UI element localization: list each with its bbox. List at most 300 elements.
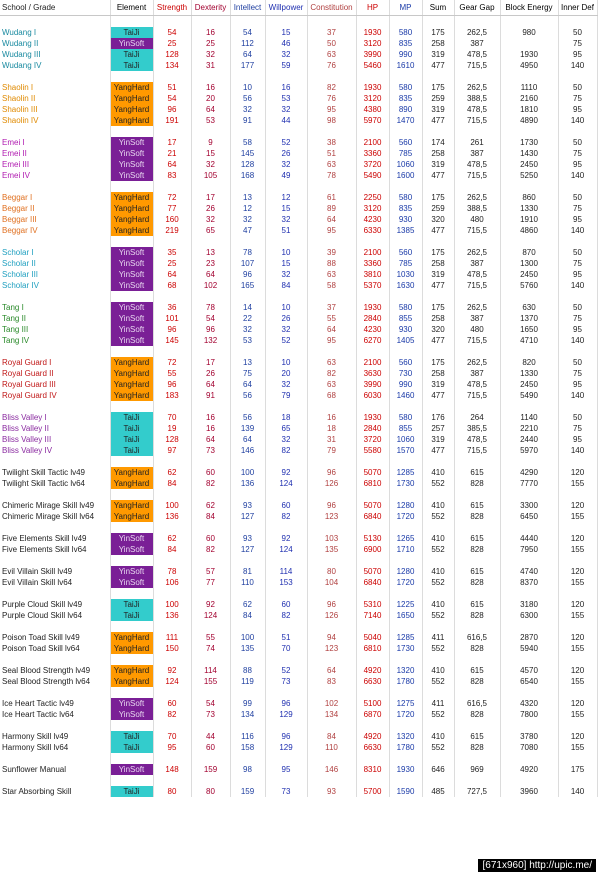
- block-energy-cell: 1330: [500, 203, 558, 214]
- gear-gap-cell: 969: [454, 764, 500, 775]
- inner-def-cell: 95: [558, 434, 597, 445]
- school-grade-cell: Royal Guard I: [0, 357, 110, 368]
- willpower-cell: 82: [265, 445, 307, 456]
- spacer-row: [0, 291, 597, 302]
- sum-cell: 319: [422, 269, 454, 280]
- spacer-row: [0, 16, 597, 28]
- mp-cell: 1720: [389, 709, 422, 720]
- intellect-cell: 32: [230, 104, 265, 115]
- element-cell: YinSoft: [110, 148, 153, 159]
- intellect-cell: 14: [230, 302, 265, 313]
- block-energy-cell: 6450: [500, 511, 558, 522]
- element-cell: YangHard: [110, 643, 153, 654]
- willpower-cell: 114: [265, 566, 307, 577]
- spacer-row: [0, 236, 597, 247]
- intellect-cell: 53: [230, 335, 265, 346]
- gear-gap-cell: 262,5: [454, 357, 500, 368]
- hp-cell: 4230: [356, 214, 389, 225]
- constitution-cell: 96: [307, 467, 356, 478]
- element-cell: TaiJi: [110, 731, 153, 742]
- mp-cell: 990: [389, 379, 422, 390]
- willpower-cell: 32: [265, 434, 307, 445]
- spacer-row: [0, 522, 597, 533]
- strength-cell: 25: [153, 38, 191, 49]
- intellect-cell: 78: [230, 247, 265, 258]
- strength-cell: 219: [153, 225, 191, 236]
- element-cell: TaiJi: [110, 423, 153, 434]
- hp-cell: 5070: [356, 566, 389, 577]
- inner-def-cell: 50: [558, 137, 597, 148]
- inner-def-cell: 140: [558, 786, 597, 797]
- strength-cell: 96: [153, 104, 191, 115]
- strength-cell: 92: [153, 665, 191, 676]
- block-energy-cell: 1430: [500, 148, 558, 159]
- gear-gap-cell: 387: [454, 148, 500, 159]
- school-grade-cell: Twilight Skill Tactic lv49: [0, 467, 110, 478]
- spacer-row: [0, 588, 597, 599]
- sum-cell: 552: [422, 511, 454, 522]
- dexterity-cell: 23: [191, 258, 230, 269]
- hp-cell: 3630: [356, 368, 389, 379]
- strength-cell: 183: [153, 390, 191, 401]
- table-row: [0, 192, 597, 203]
- spacer-row: [0, 687, 597, 698]
- table-row: [0, 511, 597, 522]
- sum-cell: 410: [422, 533, 454, 544]
- inner-def-cell: 75: [558, 93, 597, 104]
- intellect-cell: 47: [230, 225, 265, 236]
- inner-def-cell: 155: [558, 709, 597, 720]
- gear-gap-cell: 262,5: [454, 82, 500, 93]
- table-row: [0, 214, 597, 225]
- element-cell: YangHard: [110, 632, 153, 643]
- gear-gap-cell: 387: [454, 38, 500, 49]
- willpower-cell: 92: [265, 533, 307, 544]
- spacer-row: [0, 401, 597, 412]
- dexterity-cell: 132: [191, 335, 230, 346]
- sum-cell: 477: [422, 170, 454, 181]
- willpower-cell: 26: [265, 148, 307, 159]
- table-row: [0, 269, 597, 280]
- mp-cell: 1780: [389, 676, 422, 687]
- strength-cell: 51: [153, 82, 191, 93]
- table-row: [0, 60, 597, 71]
- school-grade-cell: Shaolin IV: [0, 115, 110, 126]
- dexterity-cell: 96: [191, 324, 230, 335]
- dexterity-cell: 60: [191, 467, 230, 478]
- school-grade-cell: Wudang II: [0, 38, 110, 49]
- table-row: [0, 423, 597, 434]
- constitution-cell: 38: [307, 137, 356, 148]
- block-energy-cell: 3300: [500, 500, 558, 511]
- sum-cell: 552: [422, 742, 454, 753]
- block-energy-cell: 870: [500, 247, 558, 258]
- constitution-cell: 37: [307, 27, 356, 38]
- block-energy-cell: 4860: [500, 225, 558, 236]
- table-row: [0, 500, 597, 511]
- strength-cell: 54: [153, 93, 191, 104]
- school-grade-cell: Evil Villain Skill lv64: [0, 577, 110, 588]
- sum-cell: 410: [422, 566, 454, 577]
- willpower-cell: 84: [265, 280, 307, 291]
- table-row: [0, 313, 597, 324]
- sum-cell: 646: [422, 764, 454, 775]
- mp-cell: 1280: [389, 566, 422, 577]
- school-grade-cell: Evil Villain Skill lv49: [0, 566, 110, 577]
- gear-gap-cell: 715,5: [454, 60, 500, 71]
- sum-cell: 319: [422, 104, 454, 115]
- school-grade-cell: Poison Toad Skill lv64: [0, 643, 110, 654]
- intellect-cell: 88: [230, 665, 265, 676]
- school-grade-cell: Seal Blood Strength lv49: [0, 665, 110, 676]
- table-row: [0, 544, 597, 555]
- hp-cell: 5580: [356, 445, 389, 456]
- intellect-cell: 119: [230, 676, 265, 687]
- dexterity-cell: 13: [191, 247, 230, 258]
- block-energy-cell: 4890: [500, 115, 558, 126]
- inner-def-cell: 155: [558, 742, 597, 753]
- column-header: Intellect: [230, 0, 265, 16]
- strength-cell: 84: [153, 544, 191, 555]
- mp-cell: 1320: [389, 731, 422, 742]
- block-energy-cell: 1730: [500, 137, 558, 148]
- hp-cell: 5490: [356, 170, 389, 181]
- constitution-cell: 95: [307, 335, 356, 346]
- table-row: [0, 599, 597, 610]
- sum-cell: 319: [422, 434, 454, 445]
- spacer-row: [0, 456, 597, 467]
- intellect-cell: 146: [230, 445, 265, 456]
- hp-cell: 1930: [356, 412, 389, 423]
- spacer-row: [0, 181, 597, 192]
- mp-cell: 1225: [389, 599, 422, 610]
- mp-cell: 1780: [389, 742, 422, 753]
- willpower-cell: 65: [265, 423, 307, 434]
- sum-cell: 552: [422, 676, 454, 687]
- strength-cell: 160: [153, 214, 191, 225]
- strength-cell: 60: [153, 698, 191, 709]
- gear-gap-cell: 828: [454, 610, 500, 621]
- strength-cell: 78: [153, 566, 191, 577]
- element-cell: YinSoft: [110, 170, 153, 181]
- willpower-cell: 12: [265, 192, 307, 203]
- strength-cell: 100: [153, 599, 191, 610]
- dexterity-cell: 62: [191, 500, 230, 511]
- intellect-cell: 64: [230, 49, 265, 60]
- inner-def-cell: 140: [558, 335, 597, 346]
- element-cell: TaiJi: [110, 445, 153, 456]
- sum-cell: 552: [422, 709, 454, 720]
- dexterity-cell: 54: [191, 698, 230, 709]
- sum-cell: 477: [422, 280, 454, 291]
- sum-cell: 175: [422, 82, 454, 93]
- constitution-cell: 63: [307, 269, 356, 280]
- mp-cell: 1320: [389, 665, 422, 676]
- dexterity-cell: 65: [191, 225, 230, 236]
- school-grade-cell: Harmony Skill lv64: [0, 742, 110, 753]
- school-grade-cell: Ice Heart Tactic lv49: [0, 698, 110, 709]
- strength-cell: 80: [153, 786, 191, 797]
- hp-cell: 5100: [356, 698, 389, 709]
- element-cell: YangHard: [110, 82, 153, 93]
- mp-cell: 1600: [389, 170, 422, 181]
- element-cell: YinSoft: [110, 302, 153, 313]
- sum-cell: 477: [422, 225, 454, 236]
- intellect-cell: 100: [230, 632, 265, 643]
- willpower-cell: 129: [265, 709, 307, 720]
- gear-gap-cell: 715,5: [454, 335, 500, 346]
- constitution-cell: 39: [307, 247, 356, 258]
- gear-gap-cell: 387: [454, 368, 500, 379]
- school-grade-cell: Bliss Valley III: [0, 434, 110, 445]
- intellect-cell: 62: [230, 599, 265, 610]
- inner-def-cell: 140: [558, 445, 597, 456]
- mp-cell: 930: [389, 214, 422, 225]
- hp-cell: 1930: [356, 82, 389, 93]
- dexterity-cell: 64: [191, 269, 230, 280]
- school-grade-cell: Star Absorbing Skill: [0, 786, 110, 797]
- hp-cell: 5460: [356, 60, 389, 71]
- willpower-cell: 18: [265, 412, 307, 423]
- inner-def-cell: 120: [558, 500, 597, 511]
- inner-def-cell: 50: [558, 412, 597, 423]
- block-energy-cell: 5760: [500, 280, 558, 291]
- inner-def-cell: 50: [558, 27, 597, 38]
- element-cell: YinSoft: [110, 324, 153, 335]
- block-energy-cell: 820: [500, 357, 558, 368]
- hp-cell: 4380: [356, 104, 389, 115]
- spacer-row: [0, 555, 597, 566]
- strength-cell: 124: [153, 676, 191, 687]
- gear-gap-cell: 478,5: [454, 379, 500, 390]
- willpower-cell: 15: [265, 203, 307, 214]
- table-row: [0, 148, 597, 159]
- mp-cell: 835: [389, 203, 422, 214]
- constitution-cell: 126: [307, 610, 356, 621]
- gear-gap-cell: 615: [454, 599, 500, 610]
- inner-def-cell: 95: [558, 104, 597, 115]
- willpower-cell: 32: [265, 269, 307, 280]
- willpower-cell: 96: [265, 731, 307, 742]
- table-row: [0, 786, 597, 797]
- intellect-cell: 10: [230, 82, 265, 93]
- constitution-cell: 76: [307, 60, 356, 71]
- constitution-cell: 83: [307, 676, 356, 687]
- inner-def-cell: 50: [558, 357, 597, 368]
- mp-cell: 1630: [389, 280, 422, 291]
- inner-def-cell: 75: [558, 423, 597, 434]
- element-cell: TaiJi: [110, 610, 153, 621]
- gear-gap-cell: 828: [454, 709, 500, 720]
- school-grade-cell: Scholar I: [0, 247, 110, 258]
- table-row: [0, 665, 597, 676]
- hp-cell: 6630: [356, 676, 389, 687]
- constitution-cell: 123: [307, 511, 356, 522]
- intellect-cell: 54: [230, 27, 265, 38]
- willpower-cell: 124: [265, 478, 307, 489]
- table-row: [0, 38, 597, 49]
- column-header: Strength: [153, 0, 191, 16]
- intellect-cell: 145: [230, 148, 265, 159]
- column-header: Gear Gap: [454, 0, 500, 16]
- strength-cell: 62: [153, 533, 191, 544]
- inner-def-cell: 140: [558, 225, 597, 236]
- intellect-cell: 84: [230, 610, 265, 621]
- mp-cell: 1285: [389, 467, 422, 478]
- table-row: [0, 698, 597, 709]
- gear-gap-cell: 615: [454, 533, 500, 544]
- dexterity-cell: 17: [191, 357, 230, 368]
- block-energy-cell: 2160: [500, 93, 558, 104]
- inner-def-cell: 155: [558, 643, 597, 654]
- inner-def-cell: 175: [558, 764, 597, 775]
- dexterity-cell: 16: [191, 82, 230, 93]
- school-grade-cell: Five Elements Skill lv49: [0, 533, 110, 544]
- school-grade-cell: Scholar III: [0, 269, 110, 280]
- strength-cell: 64: [153, 159, 191, 170]
- intellect-cell: 56: [230, 390, 265, 401]
- element-cell: YinSoft: [110, 247, 153, 258]
- school-grade-cell: Shaolin II: [0, 93, 110, 104]
- willpower-cell: 32: [265, 379, 307, 390]
- intellect-cell: 93: [230, 500, 265, 511]
- strength-cell: 136: [153, 610, 191, 621]
- hp-cell: 5310: [356, 599, 389, 610]
- table-row: [0, 709, 597, 720]
- block-energy-cell: 4320: [500, 698, 558, 709]
- willpower-cell: 26: [265, 313, 307, 324]
- inner-def-cell: 120: [558, 632, 597, 643]
- gear-gap-cell: 615: [454, 467, 500, 478]
- hp-cell: 4920: [356, 665, 389, 676]
- dexterity-cell: 54: [191, 313, 230, 324]
- mp-cell: 580: [389, 82, 422, 93]
- element-cell: YinSoft: [110, 698, 153, 709]
- table-row: [0, 379, 597, 390]
- block-energy-cell: [500, 38, 558, 49]
- gear-gap-cell: 828: [454, 511, 500, 522]
- table-row: [0, 676, 597, 687]
- constitution-cell: 79: [307, 445, 356, 456]
- dexterity-cell: 60: [191, 533, 230, 544]
- hp-cell: 6870: [356, 709, 389, 720]
- intellect-cell: 107: [230, 258, 265, 269]
- sum-cell: 552: [422, 577, 454, 588]
- table-row: [0, 258, 597, 269]
- gear-gap-cell: 615: [454, 665, 500, 676]
- school-grade-cell: Beggar IV: [0, 225, 110, 236]
- intellect-cell: 13: [230, 192, 265, 203]
- table-row: [0, 225, 597, 236]
- dexterity-cell: 77: [191, 577, 230, 588]
- willpower-cell: 32: [265, 104, 307, 115]
- strength-cell: 97: [153, 445, 191, 456]
- element-cell: YangHard: [110, 665, 153, 676]
- mp-cell: 1460: [389, 390, 422, 401]
- school-grade-cell: Emei I: [0, 137, 110, 148]
- dexterity-cell: 124: [191, 610, 230, 621]
- willpower-cell: 51: [265, 225, 307, 236]
- intellect-cell: 12: [230, 203, 265, 214]
- table-row: [0, 82, 597, 93]
- constitution-cell: 63: [307, 49, 356, 60]
- dexterity-cell: 78: [191, 302, 230, 313]
- constitution-cell: 55: [307, 313, 356, 324]
- constitution-cell: 51: [307, 148, 356, 159]
- inner-def-cell: 75: [558, 313, 597, 324]
- element-cell: TaiJi: [110, 412, 153, 423]
- table-row: [0, 390, 597, 401]
- hp-cell: 3990: [356, 379, 389, 390]
- table-row: [0, 324, 597, 335]
- willpower-cell: 15: [265, 258, 307, 269]
- school-grade-cell: Five Elements Skill lv64: [0, 544, 110, 555]
- column-header: Inner Def: [558, 0, 597, 16]
- strength-cell: 77: [153, 203, 191, 214]
- constitution-cell: 110: [307, 742, 356, 753]
- hp-cell: 4230: [356, 324, 389, 335]
- willpower-cell: 73: [265, 786, 307, 797]
- sum-cell: 485: [422, 786, 454, 797]
- school-grade-cell: Beggar I: [0, 192, 110, 203]
- mp-cell: 560: [389, 247, 422, 258]
- strength-cell: 150: [153, 643, 191, 654]
- strength-cell: 72: [153, 192, 191, 203]
- constitution-cell: 64: [307, 214, 356, 225]
- strength-cell: 95: [153, 742, 191, 753]
- block-energy-cell: 3780: [500, 731, 558, 742]
- constitution-cell: 63: [307, 379, 356, 390]
- school-grade-cell: Royal Guard IV: [0, 390, 110, 401]
- inner-def-cell: 155: [558, 577, 597, 588]
- intellect-cell: 165: [230, 280, 265, 291]
- intellect-cell: 127: [230, 511, 265, 522]
- gear-gap-cell: 478,5: [454, 104, 500, 115]
- table-row: [0, 27, 597, 38]
- sum-cell: 258: [422, 313, 454, 324]
- element-cell: YangHard: [110, 93, 153, 104]
- willpower-cell: 73: [265, 676, 307, 687]
- intellect-cell: 56: [230, 93, 265, 104]
- sum-cell: 411: [422, 632, 454, 643]
- sum-cell: 258: [422, 148, 454, 159]
- spacer-row: [0, 489, 597, 500]
- block-energy-cell: 4740: [500, 566, 558, 577]
- gear-gap-cell: 478,5: [454, 269, 500, 280]
- strength-cell: 83: [153, 170, 191, 181]
- intellect-cell: 99: [230, 698, 265, 709]
- gear-gap-cell: 385,5: [454, 423, 500, 434]
- school-grade-cell: Tang I: [0, 302, 110, 313]
- column-header: Constitution: [307, 0, 356, 16]
- intellect-cell: 93: [230, 533, 265, 544]
- gear-gap-cell: 616,5: [454, 632, 500, 643]
- strength-cell: 72: [153, 357, 191, 368]
- intellect-cell: 13: [230, 357, 265, 368]
- willpower-cell: 82: [265, 511, 307, 522]
- element-cell: YangHard: [110, 214, 153, 225]
- sum-cell: 552: [422, 478, 454, 489]
- hp-cell: 5970: [356, 115, 389, 126]
- gear-gap-cell: 715,5: [454, 170, 500, 181]
- sum-cell: 410: [422, 665, 454, 676]
- table-row: [0, 203, 597, 214]
- element-cell: YangHard: [110, 357, 153, 368]
- dexterity-cell: 57: [191, 566, 230, 577]
- mp-cell: 1720: [389, 511, 422, 522]
- school-grade-cell: Tang IV: [0, 335, 110, 346]
- strength-cell: 17: [153, 137, 191, 148]
